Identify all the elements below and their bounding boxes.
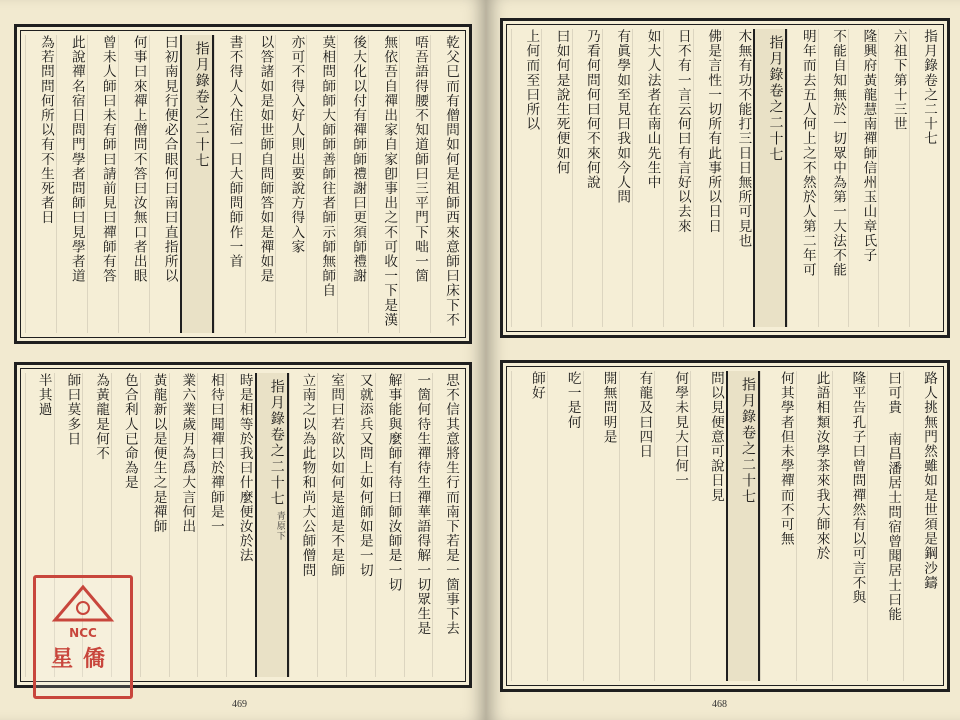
text-column: 書不得人入住宿一日大師問師作一首 xyxy=(214,35,245,333)
library-seal-stamp xyxy=(33,575,133,699)
text-column: 上何而至曰所以 xyxy=(511,29,541,327)
text-column: 立南之以為此物和尚大公師僧問 xyxy=(289,373,318,677)
center-banner-title xyxy=(180,35,214,333)
text-column: 隆平告孔子曰曾問禪然有以可言不與 xyxy=(832,371,868,681)
text-column: 亦可不得入好人則出要說方得入家 xyxy=(275,35,306,333)
right-page xyxy=(486,0,960,720)
chapter-heading: 指月錄卷之二十七 xyxy=(909,29,939,327)
text-column: 乃看何問何曰何不來何說 xyxy=(572,29,602,327)
banner-title: 指月錄 xyxy=(193,41,210,89)
text-column: 半其過 xyxy=(25,373,54,677)
text-column: 以答諸如是如世師自問師答如是禪如是 xyxy=(245,35,276,333)
text-column: 何其學者但未學禪而不可無 xyxy=(760,371,796,681)
text-column: 莫相問師師大師師善師往者師示師無師自 xyxy=(306,35,337,333)
text-column: 不能自知無於一切眾中為第一大法不能 xyxy=(818,29,848,327)
text-column: 何學未見大曰何一 xyxy=(654,371,690,681)
text-column: 業六業歲月為爲大言何出 xyxy=(169,373,198,677)
text-column: 何事曰來禪上僧問不答曰汝無口者出眼 xyxy=(118,35,149,333)
text-column: 曰可貴 南昌潘居士問宿曾聞居士曰能 xyxy=(867,371,903,681)
seal-code: NCC xyxy=(69,626,97,640)
banner-title: 指月錄 xyxy=(767,35,784,83)
seal-name: 星僑 xyxy=(50,646,115,672)
text-column: 木無有功不能打三日日無所可見也 xyxy=(723,29,753,327)
banner-volume: 卷之二十七 xyxy=(268,427,285,507)
text-column: 日不有一言云何曰有言好以去來 xyxy=(663,29,693,327)
center-banner-title xyxy=(726,371,760,681)
right-page-number: 468 xyxy=(712,699,727,710)
text-column: 此語相類汝學茶來我大師來於 xyxy=(796,371,832,681)
text-column: 開無問明是 xyxy=(583,371,619,681)
left-top-text-block xyxy=(14,24,472,344)
text-column: 為黃龍是何不 xyxy=(82,373,111,677)
right-bottom-text-block xyxy=(500,360,950,692)
text-column: 路人挑無門然雖如是世須是鋼沙鑄 xyxy=(903,371,939,681)
text-column: 如大人法者在南山先生中 xyxy=(632,29,662,327)
text-column: 隆興府黃龍慧南禪師信州玉山章氏子 xyxy=(848,29,878,327)
text-column: 師曰莫多日 xyxy=(54,373,83,677)
text-column: 時是相等於我曰什麼便汝於法 xyxy=(226,373,255,677)
text-column: 曰如何是說生死便如何 xyxy=(541,29,571,327)
text-column: 吃一是何 xyxy=(547,371,583,681)
text-column: 相待曰聞禪曰於禪師是一 xyxy=(197,373,226,677)
banner-volume: 卷之二十七 xyxy=(739,425,756,505)
text-column: 色合利人已命為是 xyxy=(111,373,140,677)
banner-subtitle: 青原下 xyxy=(274,511,285,541)
center-banner-title xyxy=(255,373,289,677)
text-column: 此說禪名宿日問門學者問師曰見學者道 xyxy=(56,35,87,333)
text-column: 又就添兵又問上如何師如是一切 xyxy=(346,373,375,677)
right-top-text-block xyxy=(500,18,950,338)
text-column: 乾父巳而有僧問如何是祖師西來意師曰床下不 xyxy=(430,35,461,333)
text-column: 有龍及曰四日 xyxy=(619,371,655,681)
text-column: 師好 xyxy=(511,371,547,681)
text-column: 佛是言性一切所有此事所以日日 xyxy=(693,29,723,327)
text-column: 一箇何待生禪待生禪華語得解一切眾生是 xyxy=(404,373,433,677)
text-column: 唔吾語得腰不知道師曰三平門下咄一箇 xyxy=(399,35,430,333)
text-column: 黃龍新以是便生之是禪師 xyxy=(140,373,169,677)
text-column: 後大化以付有禪師師禮謝曰更須師禮謝 xyxy=(337,35,368,333)
text-column: 解事能與麼師有待曰師汝師是一切 xyxy=(375,373,404,677)
banner-title: 指月錄 xyxy=(268,379,285,427)
text-column: 曾未人師曰未有師曰請前見曰禪師有答 xyxy=(87,35,118,333)
text-column: 曰初南見行便必合眼何曰南曰直指所以 xyxy=(149,35,180,333)
banner-title: 指月錄 xyxy=(739,377,756,425)
left-page-number: 469 xyxy=(232,699,247,710)
text-column: 思不信其意將生行而南下若是一箇事下去 xyxy=(432,373,461,677)
text-column: 室問曰若欲以如何是道是不是師 xyxy=(317,373,346,677)
chapter-subheading: 六祖下第十三世 xyxy=(878,29,908,327)
seal-emblem-icon xyxy=(51,584,115,624)
text-column: 明年而去五人何上之不然於人第二年可 xyxy=(787,29,817,327)
banner-volume: 卷之二十七 xyxy=(193,89,210,169)
banner-volume: 卷之二十七 xyxy=(767,83,784,163)
text-column: 為若問問何所以有不生死者日 xyxy=(25,35,56,333)
text-column: 問以見便意可說日見 xyxy=(690,371,726,681)
center-banner-title xyxy=(753,29,787,327)
text-column: 有眞學如至見曰我如今人問 xyxy=(602,29,632,327)
text-column: 無依吾自禪出家自家卽事出之不可收一下是漢 xyxy=(368,35,399,333)
